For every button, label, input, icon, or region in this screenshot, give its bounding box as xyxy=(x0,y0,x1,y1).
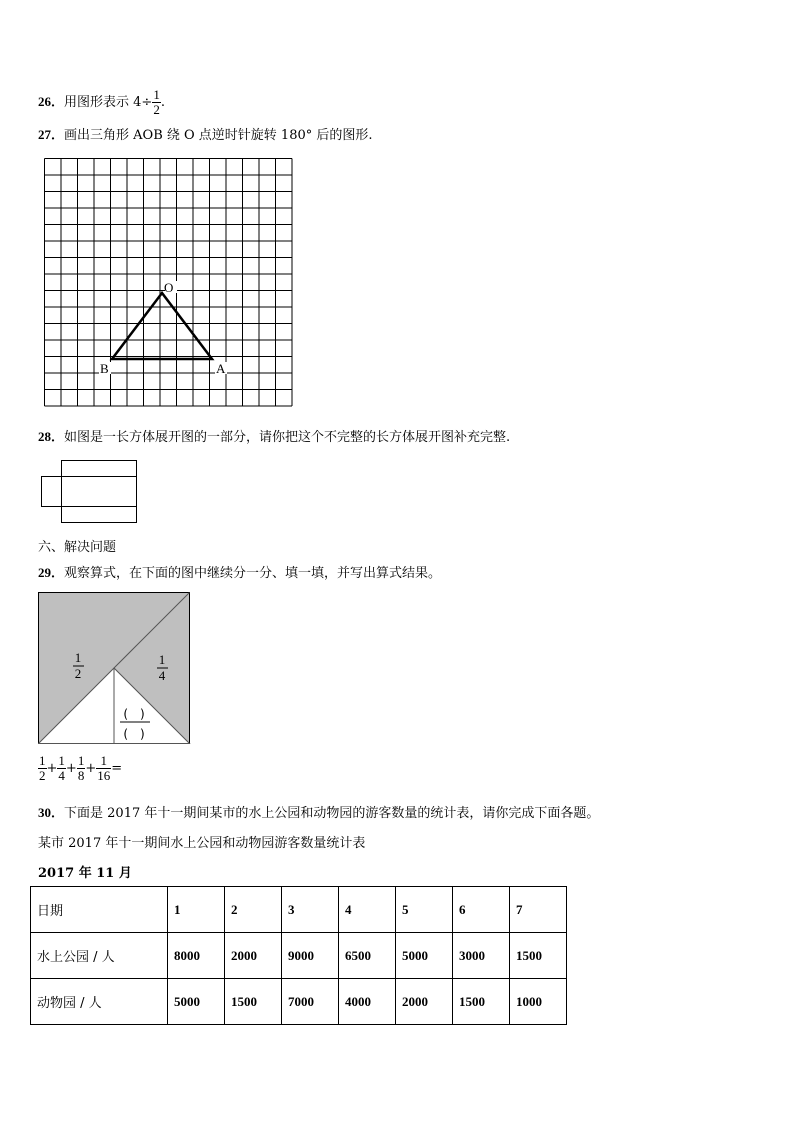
question-text: 观察算式，在下面的图中继续分一分、填一填，并写出算式结果。 xyxy=(64,566,442,581)
cuboid-net-partial xyxy=(40,460,140,526)
header-cell: 6 xyxy=(453,887,510,933)
question-text: 用图形表示 4÷ xyxy=(64,95,153,110)
table-cell: 4000 xyxy=(339,979,396,1025)
header-cell: 1 xyxy=(168,887,225,933)
section-title: 六、解决问题 xyxy=(38,540,117,555)
row-label: 动物园 / 人 xyxy=(31,979,168,1025)
fraction-term: $\frac{1}{8}$ xyxy=(77,753,85,783)
fraction-term: $\frac{1}{4}$ xyxy=(58,753,65,783)
table-header-row xyxy=(31,887,567,933)
table-cell: 2000 xyxy=(225,933,282,979)
net-face-main xyxy=(62,461,137,523)
question-text: 画出三角形 AOB 绕 O 点逆时针旋转 180° 后的图形. xyxy=(64,128,373,143)
question-number: 26． xyxy=(38,94,65,109)
table-cell: 1500 xyxy=(510,933,567,979)
question-28 xyxy=(38,426,510,445)
table-cell: 9000 xyxy=(282,933,339,979)
table-cell: 7000 xyxy=(282,979,339,1025)
table-cell: 6500 xyxy=(339,933,396,979)
label-blank-den: ( ) xyxy=(123,727,145,741)
label-blank-num: ( ) xyxy=(123,707,145,721)
header-cell: 2 xyxy=(225,887,282,933)
table-row-water-park xyxy=(31,933,567,979)
header-cell: 7 xyxy=(510,887,567,933)
fraction-sum-expression: $\frac{1}{2}$ + $\frac{1}{4}$ + $\frac{1}{8}$ + $\frac{1}{16}$ = xyxy=(39,753,123,783)
label-half-num: 1 xyxy=(74,650,82,665)
question-number: 28． xyxy=(38,429,65,444)
table-cell: 2000 xyxy=(396,979,453,1025)
table-date: 2017 年 11 月 xyxy=(38,866,132,881)
header-cell: 日期 xyxy=(31,887,168,933)
rotation-grid xyxy=(40,156,300,416)
table-cell: 1000 xyxy=(510,979,567,1025)
table-cell: 1500 xyxy=(225,979,282,1025)
label-half-den: 2 xyxy=(74,666,82,681)
question-27 xyxy=(38,124,373,143)
table-cell: 5000 xyxy=(396,933,453,979)
table-row-zoo xyxy=(31,979,567,1025)
header-cell: 3 xyxy=(282,887,339,933)
visitor-stats-table xyxy=(30,886,567,1025)
fraction-term: $\frac{1}{2}$ xyxy=(39,753,46,783)
fraction-one-half: $\frac{1}{2}$ xyxy=(153,87,160,117)
table-cell: 5000 xyxy=(168,979,225,1025)
question-text: 下面是 2017 年十一期间某市的水上公园和动物园的游客数量的统计表，请你完成下面各题。 xyxy=(64,806,600,821)
table-cell: 8000 xyxy=(168,933,225,979)
fraction-square-figure xyxy=(38,592,191,745)
question-29 xyxy=(38,562,441,581)
label-quarter-den: 4 xyxy=(158,668,166,683)
row-label: 水上公园 / 人 xyxy=(31,933,168,979)
fraction-term: $\frac{1}{16}$ xyxy=(97,753,111,783)
question-number: 30． xyxy=(38,805,65,820)
question-30 xyxy=(38,802,599,821)
table-cell: 1500 xyxy=(453,979,510,1025)
question-text: 如图是一长方体展开图的一部分，请你把这个不完整的长方体展开图补充完整. xyxy=(64,430,511,445)
label-quarter-num: 1 xyxy=(158,652,166,667)
label-b: B xyxy=(100,361,109,376)
header-cell: 4 xyxy=(339,887,396,933)
label-a: A xyxy=(216,361,226,376)
table-title: 某市 2017 年十一期间水上公园和动物园游客数量统计表 xyxy=(38,836,366,851)
question-26: 26．用图形表示 4÷ $\frac{1}{2}$ . xyxy=(38,87,165,117)
table-cell: 3000 xyxy=(453,933,510,979)
header-cell: 5 xyxy=(396,887,453,933)
net-face-side xyxy=(42,477,62,507)
question-number: 29． xyxy=(38,565,65,580)
question-number: 27． xyxy=(38,127,65,142)
label-o: O xyxy=(164,280,174,295)
